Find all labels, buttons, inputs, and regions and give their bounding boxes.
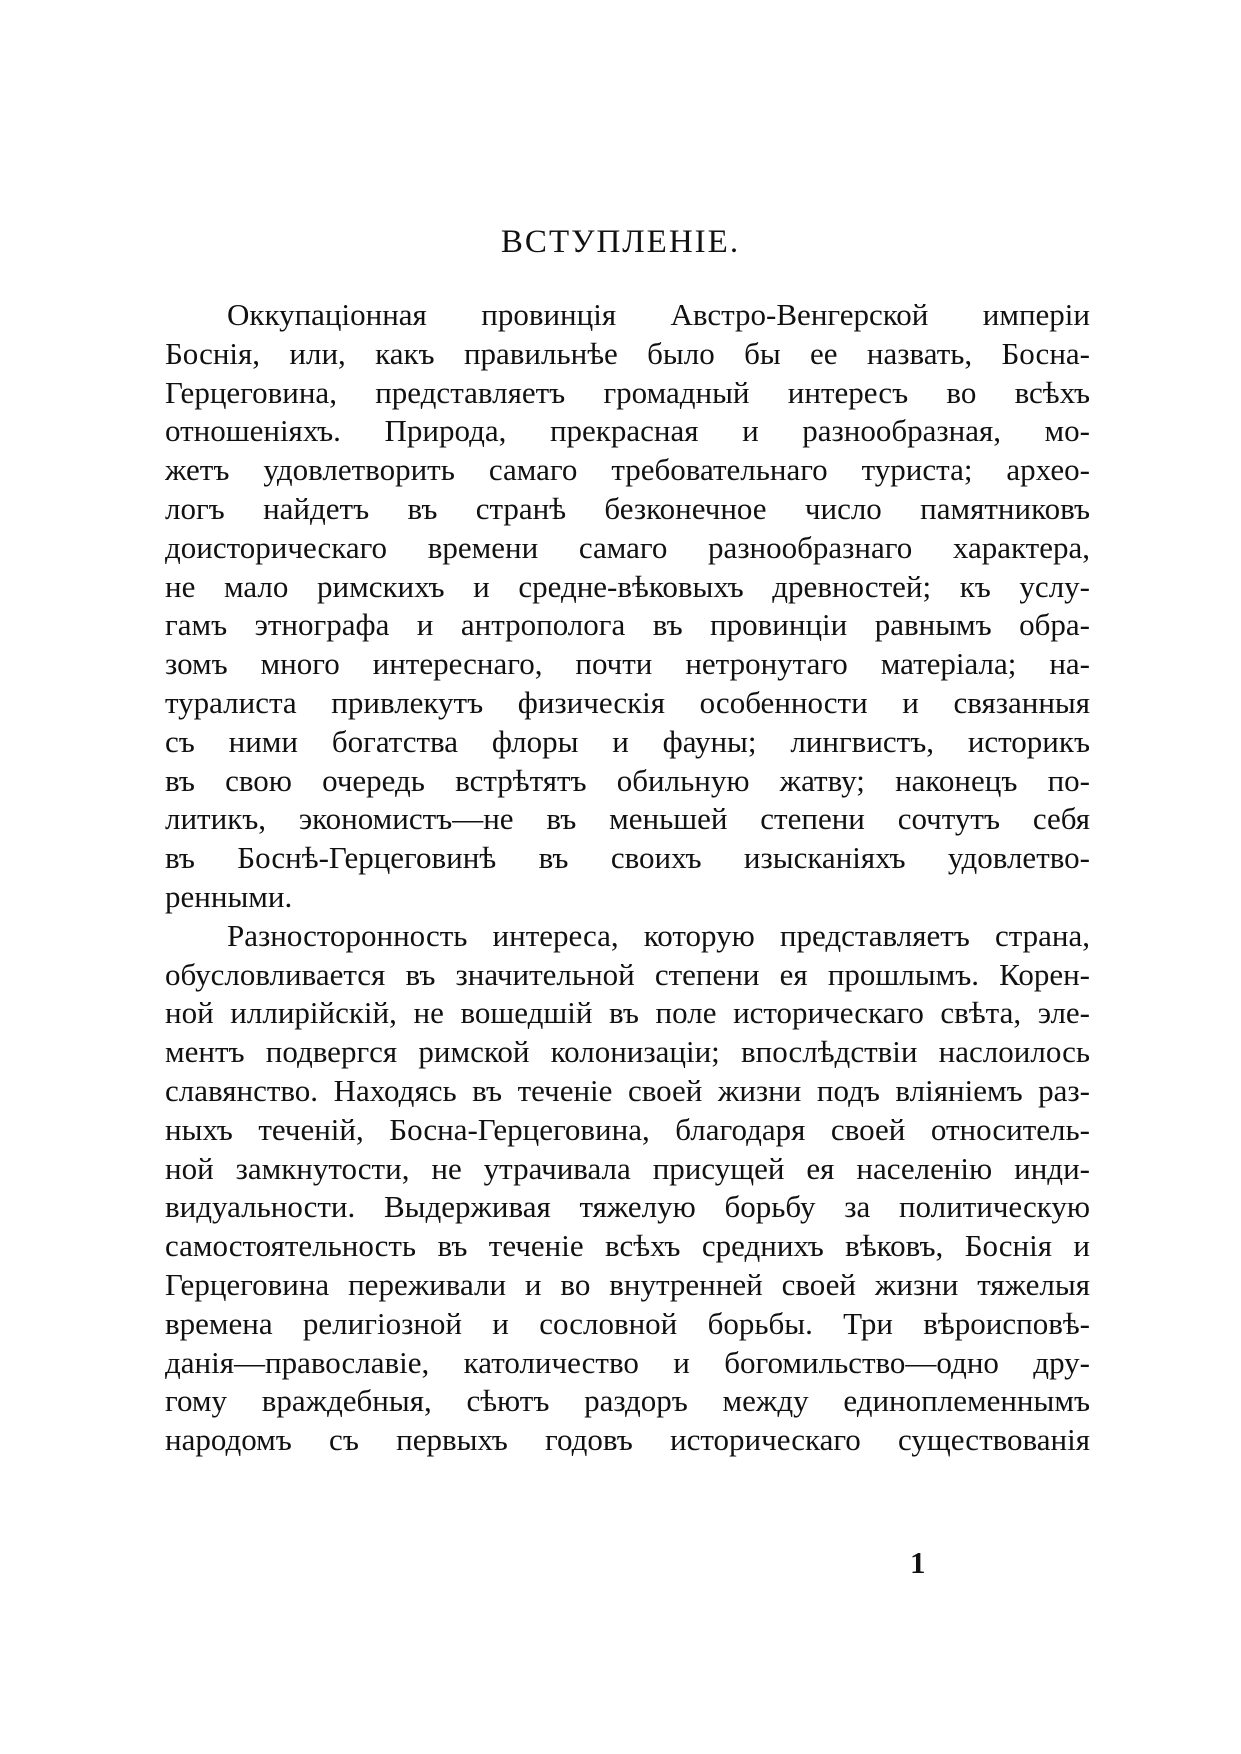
body-text bbox=[165, 296, 1090, 1460]
text-line: доисторическаго времени самаго разнообразнаго характера, bbox=[165, 529, 1090, 565]
text-line: народомъ съ первыхъ годовъ историческаго существованія bbox=[165, 1422, 1090, 1458]
page-number: 1 bbox=[910, 1545, 926, 1580]
text-line: самостоятельность въ теченіе всѣхъ среднихъ вѣковъ, Боснія и bbox=[165, 1228, 1090, 1264]
text-line: видуальности. Выдерживая тяжелую борьбу за политическую bbox=[165, 1189, 1090, 1225]
text-line: Герцеговина переживали и во внутренней своей жизни тяжелыя bbox=[165, 1266, 1090, 1302]
text-line: Боснія, или, какъ правильнѣе было бы ее назвать, Босна- bbox=[165, 335, 1090, 371]
paragraph-1 bbox=[165, 296, 1090, 917]
text-line: литикъ, экономистъ—не въ меньшей степени сочтутъ себя bbox=[165, 801, 1090, 837]
text-line: отношеніяхъ. Природа, прекрасная и разнообразная, мо- bbox=[165, 413, 1090, 449]
chapter-title: ВСТУПЛЕНІЕ. bbox=[500, 224, 741, 260]
text-line: ренными. bbox=[165, 878, 293, 914]
text-line: данія—православіе, католичество и богомильство—одно дру- bbox=[165, 1344, 1090, 1380]
text-line: логъ найдетъ въ странѣ безконечное число памятниковъ bbox=[165, 490, 1090, 526]
text-line: не мало римскихъ и средне-вѣковыхъ древностей; къ услу- bbox=[165, 568, 1090, 604]
text-line: Герцеговина, представляетъ громадный интересъ во всѣхъ bbox=[165, 374, 1090, 410]
paragraph-2 bbox=[165, 917, 1090, 1460]
text-line: славянство. Находясь въ теченіе своей жизни подъ вліяніемъ раз- bbox=[165, 1072, 1090, 1108]
text-line: гамъ этнографа и антрополога въ провинціи равнымъ обра- bbox=[165, 607, 1090, 643]
text-line: Оккупаціонная провинція Австро-Венгерской имперіи bbox=[227, 297, 1090, 332]
text-line: Разносторонность интереса, которую представляетъ страна, bbox=[227, 917, 1090, 953]
text-line: въ свою очередь встрѣтятъ обильную жатву; наконецъ по- bbox=[165, 762, 1090, 798]
text-line: ной иллирійскій, не вошедшій въ поле историческаго свѣта, эле- bbox=[165, 995, 1090, 1031]
text-line: обусловливается въ значительной степени ея прошлымъ. Корен- bbox=[165, 956, 1090, 992]
text-line: туралиста привлекутъ физическія особенности и связанныя bbox=[165, 684, 1090, 720]
text-line: ныхъ теченій, Босна-Герцеговина, благодаря своей относитель- bbox=[165, 1111, 1090, 1147]
text-line: въ Боснѣ-Герцеговинѣ въ своихъ изысканіяхъ удовлетво- bbox=[165, 840, 1090, 876]
text-line: ментъ подвергся римской колонизаціи; впослѣдствіи наслоилось bbox=[165, 1034, 1090, 1070]
text-line: зомъ много интереснаго, почти нетронутаго матеріала; на- bbox=[165, 646, 1090, 682]
text-line: гому враждебныя, сѣютъ раздоръ между единоплеменнымъ bbox=[165, 1383, 1090, 1419]
text-line: времена религіозной и сословной борьбы. Три вѣроисповѣ- bbox=[165, 1305, 1090, 1341]
text-line: жетъ удовлетворить самаго требовательнаго туриста; археo- bbox=[165, 452, 1090, 488]
text-line: съ ними богатства флоры и фауны; лингвистъ, историкъ bbox=[165, 723, 1090, 759]
text-line: ной замкнутости, не утрачивала присущей ея населенію инди- bbox=[165, 1150, 1090, 1186]
